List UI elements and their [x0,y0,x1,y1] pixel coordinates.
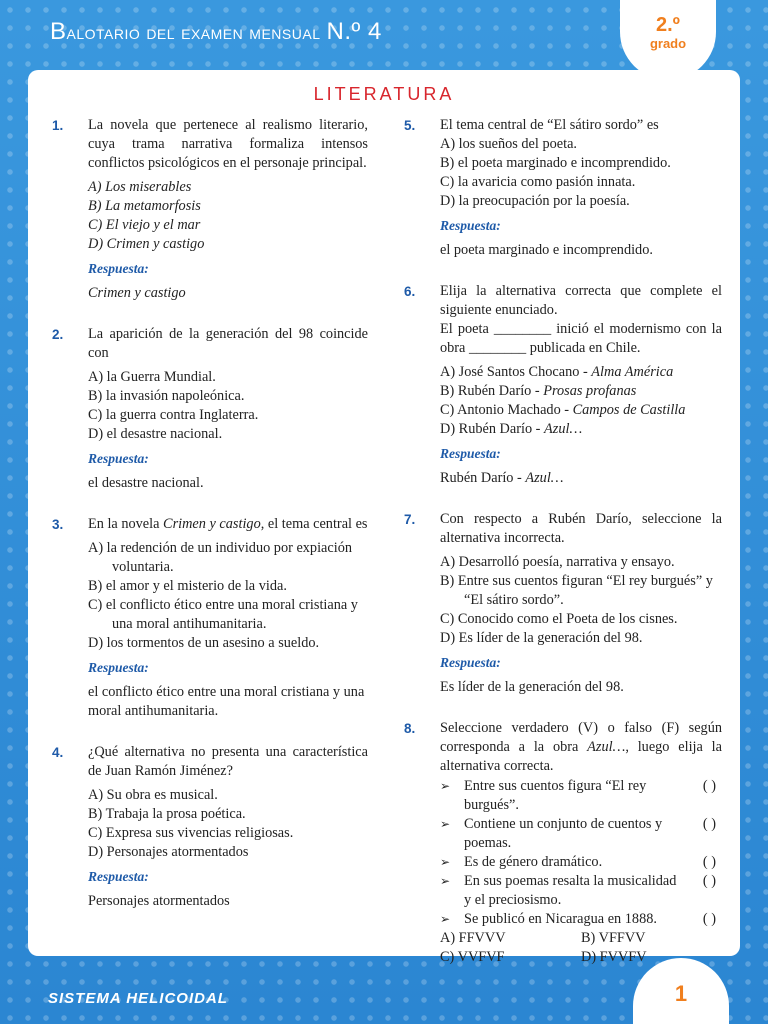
option-c: C) Conocido como el Poeta de los cisnes. [440,611,678,627]
option-b: B) La metamorfosis [88,198,201,214]
answer-blank: ( ) [702,778,716,794]
option-b: B) VFFVV [581,930,646,946]
option-a: A) la redención de un individuo por expiación voluntaria. [88,540,353,575]
arrow-bullet-icon: ➢ [440,779,451,793]
option-b: B) Entre sus cuentos figuran “El rey burgués” y “El sátiro sordo”. [440,573,713,608]
question-2 [52,325,368,493]
footer-title: SISTEMA HELICOIDAL [48,990,228,1007]
answer-text: Rubén Darío - Azul… [440,470,564,486]
option-c: C) Expresa sus vivencias religiosas. [88,825,294,841]
answer-label: Respuesta: [440,218,501,233]
grade-number: 2.º [656,14,680,36]
question-number: 3. [52,517,64,532]
option-c: C) la avaricia como pasión innata. [440,174,636,190]
option-a: A) Su obra es musical. [88,787,218,803]
statement-1: ➢ Entre sus cuentos figura “El rey burgués”. ( ) [440,777,722,815]
question-3 [52,515,368,721]
option-d: D) el desastre nacional. [88,426,223,442]
arrow-bullet-icon: ➢ [440,817,451,831]
option-a: A) José Santos Chocano - Alma América [440,364,674,380]
question-number: 6. [404,284,416,299]
question-stem: Elija la alternativa correcta que complete el siguiente enunciado. [440,283,722,318]
question-number: 2. [52,327,64,342]
question-number: 1. [52,118,64,133]
arrow-bullet-icon: ➢ [440,874,451,888]
option-c: C) Antonio Machado - Campos de Castilla [440,402,686,418]
left-column [52,116,368,933]
answer-label: Respuesta: [440,655,501,670]
answer-text: Personajes atormentados [88,893,230,909]
answer-label: Respuesta: [440,446,501,461]
answer-text: el poeta marginado e incomprendido. [440,242,653,258]
option-d: D) Personajes atormentados [88,844,249,860]
option-b: B) el poeta marginado e incomprendido. [440,155,671,171]
answer-blank: ( ) [702,911,716,927]
answer-label: Respuesta: [88,261,149,276]
question-stem: La novela que pertenece al realismo literario, cuya trama narrativa formaliza intensos conflictos psicológicos en el personaje principal. [88,117,368,171]
question-number: 4. [52,745,64,760]
question-stem: El tema central de “El sátiro sordo” es [440,117,659,133]
answer-label: Respuesta: [88,451,149,466]
statement-4: ➢ En sus poemas resalta la musicalidad y el preciosismo. ( ) [440,872,722,910]
answer-text: el desastre nacional. [88,475,204,491]
question-4 [52,743,368,911]
statement-5: ➢ Se publicó en Nicaragua en 1888. ( ) [440,910,722,929]
question-8 [404,719,722,967]
question-5 [404,116,722,260]
option-d: D) Es líder de la generación del 98. [440,630,643,646]
statement-3: ➢ Es de género dramático. ( ) [440,853,722,872]
option-a: A) FFVVV [440,930,506,946]
answer-text: Es líder de la generación del 98. [440,679,624,695]
question-stem: En la novela Crimen y castigo, el tema central es [88,516,368,532]
answer-text: el conflicto ético entre una moral cristiana y una moral antihumanitaria. [88,684,365,719]
option-a: A) la Guerra Mundial. [88,369,216,385]
question-1 [52,116,368,303]
answer-blank: ( ) [702,816,716,832]
question-stem: Con respecto a Rubén Darío, seleccione la alternativa incorrecta. [440,511,722,546]
answer-blank: ( ) [702,873,716,889]
page-number: 1 [633,958,729,1024]
section-title: LITERATURA [313,84,455,104]
option-c: C) el conflicto ético entre una moral cristiana y una moral antihumanitaria. [88,597,358,632]
option-b: B) la invasión napoleónica. [88,388,245,404]
option-b: B) Rubén Darío - Prosas profanas [440,383,637,399]
option-a: A) Los miserables [88,179,192,195]
option-a: A) los sueños del poeta. [440,136,577,152]
question-number: 8. [404,721,416,736]
arrow-bullet-icon: ➢ [440,912,451,926]
arrow-bullet-icon: ➢ [440,855,451,869]
option-c: C) El viejo y el mar [88,217,201,233]
statement-2: ➢ Contiene un conjunto de cuentos y poemas. ( ) [440,815,722,853]
option-b: B) Trabaja la prosa poética. [88,806,246,822]
option-d: D) Rubén Darío - Azul… [440,421,583,437]
question-stem: ¿Qué alternativa no presenta una característica de Juan Ramón Jiménez? [88,744,368,779]
true-false-list [440,777,722,929]
option-d: D) Crimen y castigo [88,236,205,252]
answer-label: Respuesta: [88,869,149,884]
answer-blank: ( ) [702,854,716,870]
question-statement: El poeta ________ inició el modernismo con la obra ________ publicada en Chile. [440,321,722,356]
option-d: D) FVVFV [581,949,647,965]
question-number: 5. [404,118,416,133]
question-number: 7. [404,512,416,527]
answer-text: Crimen y castigo [88,285,186,301]
option-c: C) VVFVF [440,949,505,965]
question-7 [404,510,722,697]
option-c: C) la guerra contra Inglaterra. [88,407,259,423]
option-d: D) los tormentos de un asesino a sueldo. [88,635,320,651]
answer-label: Respuesta: [88,660,149,675]
document-title: Balotario del examen mensual N.º 4 [50,18,382,45]
question-stem: Seleccione verdadero (V) o falso (F) según corresponda a la obra Azul…, luego elija la alternativa correcta. [440,720,722,774]
option-a: A) Desarrolló poesía, narrativa y ensayo. [440,554,675,570]
grade-label: grado [649,36,687,51]
right-column [404,116,722,989]
grade-badge [620,0,716,80]
question-stem: La aparición de la generación del 98 coincide con [88,326,368,361]
option-b: B) el amor y el misterio de la vida. [88,578,287,594]
option-d: D) la preocupación por la poesía. [440,193,630,209]
question-6 [404,282,722,488]
